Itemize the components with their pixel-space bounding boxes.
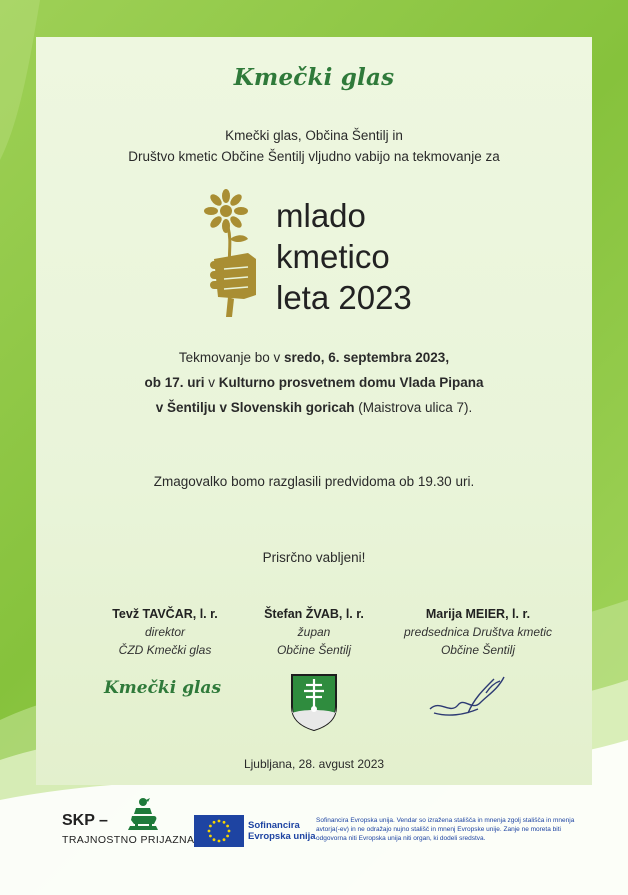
signatory-role: župan: [297, 625, 331, 639]
place-and-date: Ljubljana, 28. avgust 2023: [243, 757, 385, 771]
event-details: [36, 345, 592, 420]
signatory-name: Marija MEIER, l. r.: [425, 607, 531, 621]
title-line-3: leta 2023: [276, 279, 412, 316]
skp-title: SKP –: [62, 812, 108, 829]
signatory-org: Občine Šentilj: [440, 643, 516, 657]
event-date: sredo, 6. septembra 2023,: [283, 350, 450, 365]
eu-label-line-1: Sofinancira: [248, 820, 300, 831]
signatory-role: direktor: [144, 625, 185, 639]
eu-disclaimer: Sofinancira Evropska unija. Vendar so izražena stališča in mnenja zgolj stališča in mnenja avtorja(-ev) in ne odražajo nujno stališč in mnenj Evropske unije. Zanje ne moreta biti odgovorna niti Evropska unija niti organ, ki dodeli sredstva.: [316, 817, 575, 842]
decorative-signature-icon: [428, 669, 506, 721]
signatory-3: [393, 605, 563, 659]
signatory-org: ČZD Kmečki glas: [118, 643, 212, 657]
signatory-org: Občine Šentilj: [276, 643, 352, 657]
event-location: v Šentilju v Slovenskih goricah: [155, 400, 355, 415]
event-line-1: [36, 345, 592, 370]
flower-hand-logo-icon: [204, 187, 268, 317]
signatory-1: [80, 605, 250, 659]
signatory-2: [229, 605, 399, 659]
brand-logo-top: Kmečki glas: [233, 64, 395, 91]
eu-flag-icon: [194, 815, 244, 847]
event-line-2: [36, 370, 592, 395]
intro-text: [36, 125, 592, 167]
event-date-prefix: Tekmovanje bo v: [178, 350, 284, 365]
farm-animals-icon: [126, 796, 162, 834]
event-title: [276, 195, 412, 318]
signatory-name: Štefan ŽVAB, l. r.: [264, 607, 364, 621]
brand-logo-signature: Kmečki glas: [104, 678, 222, 698]
event-connector: v: [204, 375, 219, 390]
event-time: ob 17. uri: [144, 375, 205, 390]
intro-line-1: Kmečki glas, Občina Šentilj in: [225, 128, 403, 143]
municipality-crest-icon: [290, 673, 338, 731]
skp-subtitle: TRAJNOSTNO PRIJAZNA: [62, 834, 195, 846]
title-line-2: kmetico: [276, 238, 390, 275]
invitation-card: [36, 37, 592, 785]
signatory-name: Tevž TAVČAR, l. r.: [112, 607, 218, 621]
event-line-3: [36, 395, 592, 420]
welcome-text: Prisrčno vabljeni!: [262, 550, 366, 565]
event-address: (Maistrova ulica 7).: [354, 400, 473, 415]
event-venue: Kulturno prosvetnem domu Vlada Pipana: [218, 375, 484, 390]
eu-label-line-2: Evropska unija: [248, 831, 316, 842]
intro-line-2: Društvo kmetic Občine Šentilj vljudno vabijo na tekmovanje za: [128, 149, 500, 164]
signatory-role: predsednica Društva kmetic: [403, 625, 553, 639]
title-line-1: mlado: [276, 197, 366, 234]
eu-cofinanced-label: [248, 820, 316, 842]
winner-announcement: Zmagovalko bomo razglasili predvidoma ob 19.30 uri.: [153, 474, 475, 489]
